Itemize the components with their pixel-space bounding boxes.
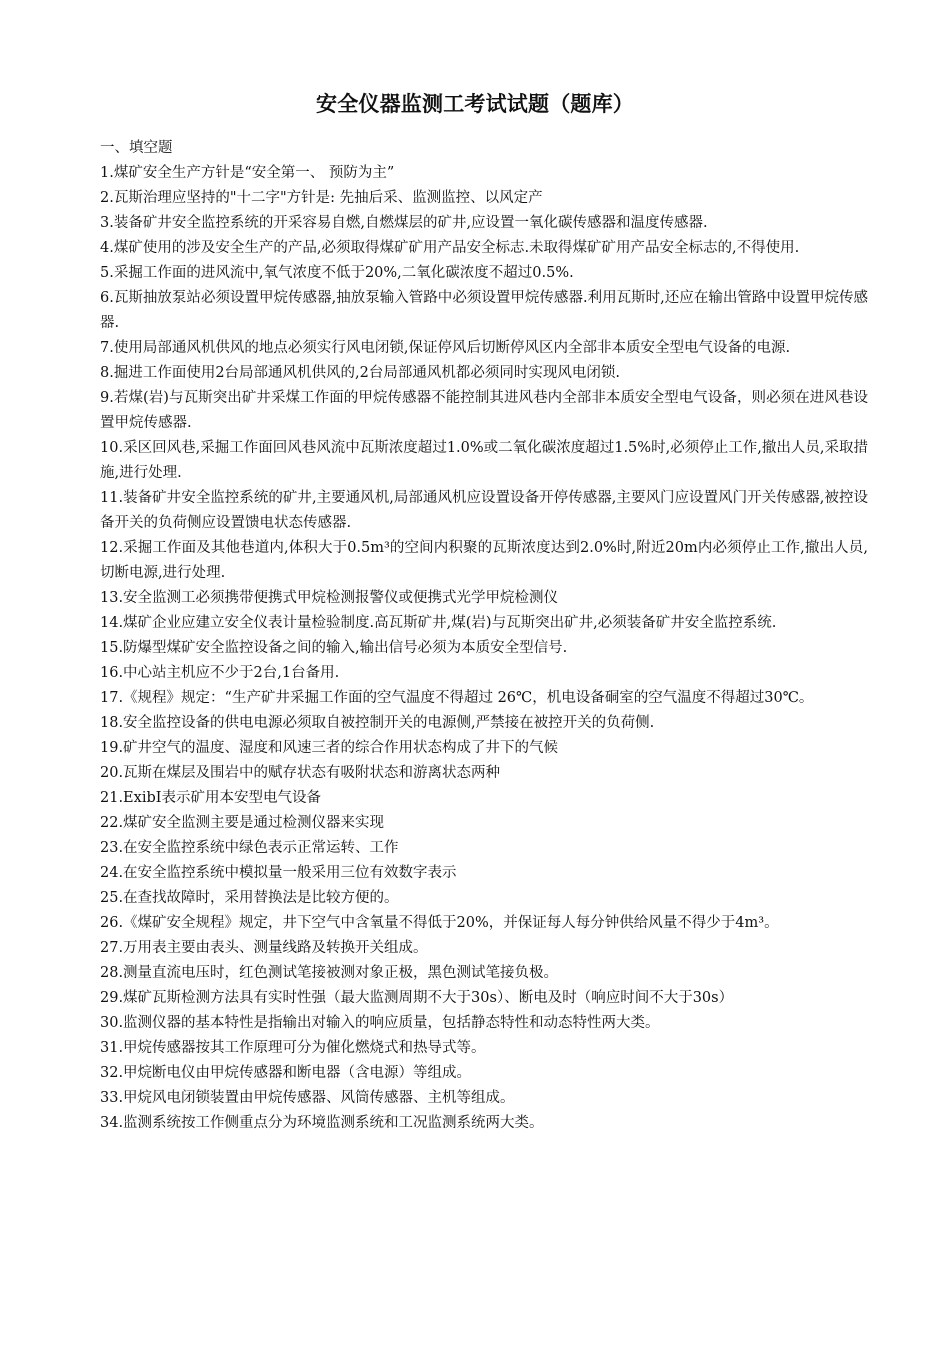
question-10: 10.采区回风巷,采掘工作面回风巷风流中瓦斯浓度超过1.0%或二氧化碳浓度超过1.5%时,必须停止工作,撤出人员,采取措施,进行处理. (100, 440, 868, 481)
question-4: 4.煤矿使用的涉及安全生产的产品,必须取得煤矿矿用产品安全标志.未取得煤矿矿用产品安全标志的,不得使用. (100, 240, 800, 256)
question-11: 11.装备矿井安全监控系统的矿井,主要通风机,局部通风机应设置设备开停传感器,主要风门应设置风门开关传感器,被控设备开关的负荷侧应设置馈电状态传感器. (100, 490, 868, 531)
question-21: 21.ExibI表示矿用本安型电气设备 (100, 790, 321, 806)
question-30: 30.监测仪器的基本特性是指输出对输入的响应质量，包括静态特性和动态特性两大类。 (100, 1015, 660, 1031)
question-22: 22.煤矿安全监测主要是通过检测仪器来实现 (100, 815, 385, 831)
question-17: 17.《规程》规定：“生产矿井采掘工作面的空气温度不得超过 26℃，机电设备硐室的空气温度不得超过30℃。 (100, 690, 814, 706)
question-25: 25.在查找故障时，采用替换法是比较方便的。 (100, 890, 399, 906)
document-title: 安全仪器监测工考试试题（题库） (316, 92, 634, 116)
question-33: 33.甲烷风电闭锁装置由甲烷传感器、风筒传感器、主机等组成。 (100, 1090, 515, 1106)
question-2: 2.瓦斯治理应坚持的"十二字"方针是: 先抽后采、监测监控、以风定产 (100, 190, 543, 206)
question-6: 6.瓦斯抽放泵站必须设置甲烷传感器,抽放泵输入管路中必须设置甲烷传感器.利用瓦斯时,还应在输出管路中设置甲烷传感器. (100, 290, 868, 331)
question-7: 7.使用局部通风机供风的地点必须实行风电闭锁,保证停风后切断停风区内全部非本质安全型电气设备的电源. (100, 340, 791, 356)
question-19: 19.矿井空气的温度、湿度和风速三者的综合作用状态构成了井下的气候 (100, 740, 559, 756)
question-18: 18.安全监控设备的供电电源必须取自被控制开关的电源侧,严禁接在被控开关的负荷侧. (100, 715, 655, 731)
question-28: 28.测量直流电压时，红色测试笔接被测对象正极，黑色测试笔接负极。 (100, 965, 559, 981)
question-20: 20.瓦斯在煤层及围岩中的赋存状态有吸附状态和游离状态两种 (100, 765, 501, 781)
document-body (100, 136, 868, 1136)
question-34: 34.监测系统按工作侧重点分为环境监测系统和工况监测系统两大类。 (100, 1115, 544, 1131)
question-5: 5.采掘工作面的进风流中,氧气浓度不低于20%,二氧化碳浓度不超过0.5%. (100, 265, 574, 281)
question-1: 1.煤矿安全生产方针是“安全第一、 预防为主” (100, 165, 395, 181)
question-13: 13.安全监测工必须携带便携式甲烷检测报警仪或便携式光学甲烷检测仪 (100, 590, 559, 606)
question-24: 24.在安全监控系统中模拟量一般采用三位有效数字表示 (100, 865, 457, 881)
question-12: 12.采掘工作面及其他巷道内,体积大于0.5m³的空间内积聚的瓦斯浓度达到2.0%时,附近20m内必须停止工作,撤出人员,切断电源,进行处理. (100, 540, 868, 581)
question-23: 23.在安全监控系统中绿色表示正常运转、工作 (100, 840, 399, 856)
question-15: 15.防爆型煤矿安全监控设备之间的输入,输出信号必须为本质安全型信号. (100, 640, 568, 656)
question-31: 31.甲烷传感器按其工作原理可分为催化燃烧式和热导式等。 (100, 1040, 486, 1056)
question-16: 16.中心站主机应不少于2台,1台备用. (100, 665, 340, 681)
question-27: 27.万用表主要由表头、测量线路及转换开关组成。 (100, 940, 428, 956)
question-8: 8.掘进工作面使用2台局部通风机供风的,2台局部通风机都必须同时实现风电闭锁. (100, 365, 621, 381)
question-29: 29.煤矿瓦斯检测方法具有实时性强（最大监测周期不大于30s）、断电及时（响应时间不大于30s） (100, 990, 734, 1006)
section-heading: 一、填空题 (100, 140, 173, 156)
question-3: 3.装备矿井安全监控系统的开采容易自燃,自燃煤层的矿井,应设置一氧化碳传感器和温度传感器. (100, 215, 708, 231)
question-14: 14.煤矿企业应建立安全仪表计量检验制度.高瓦斯矿井,煤(岩)与瓦斯突出矿井,必须装备矿井安全监控系统. (100, 615, 777, 631)
question-9: 9.若煤(岩)与瓦斯突出矿井采煤工作面的甲烷传感器不能控制其进风巷内全部非本质安全型电气设备，则必须在进风巷设置甲烷传感器. (100, 390, 868, 431)
question-26: 26.《煤矿安全规程》规定，井下空气中含氧量不得低于20%，并保证每人每分钟供给风量不得少于4m³。 (100, 915, 779, 931)
question-32: 32.甲烷断电仪由甲烷传感器和断电器（含电源）等组成。 (100, 1065, 472, 1081)
